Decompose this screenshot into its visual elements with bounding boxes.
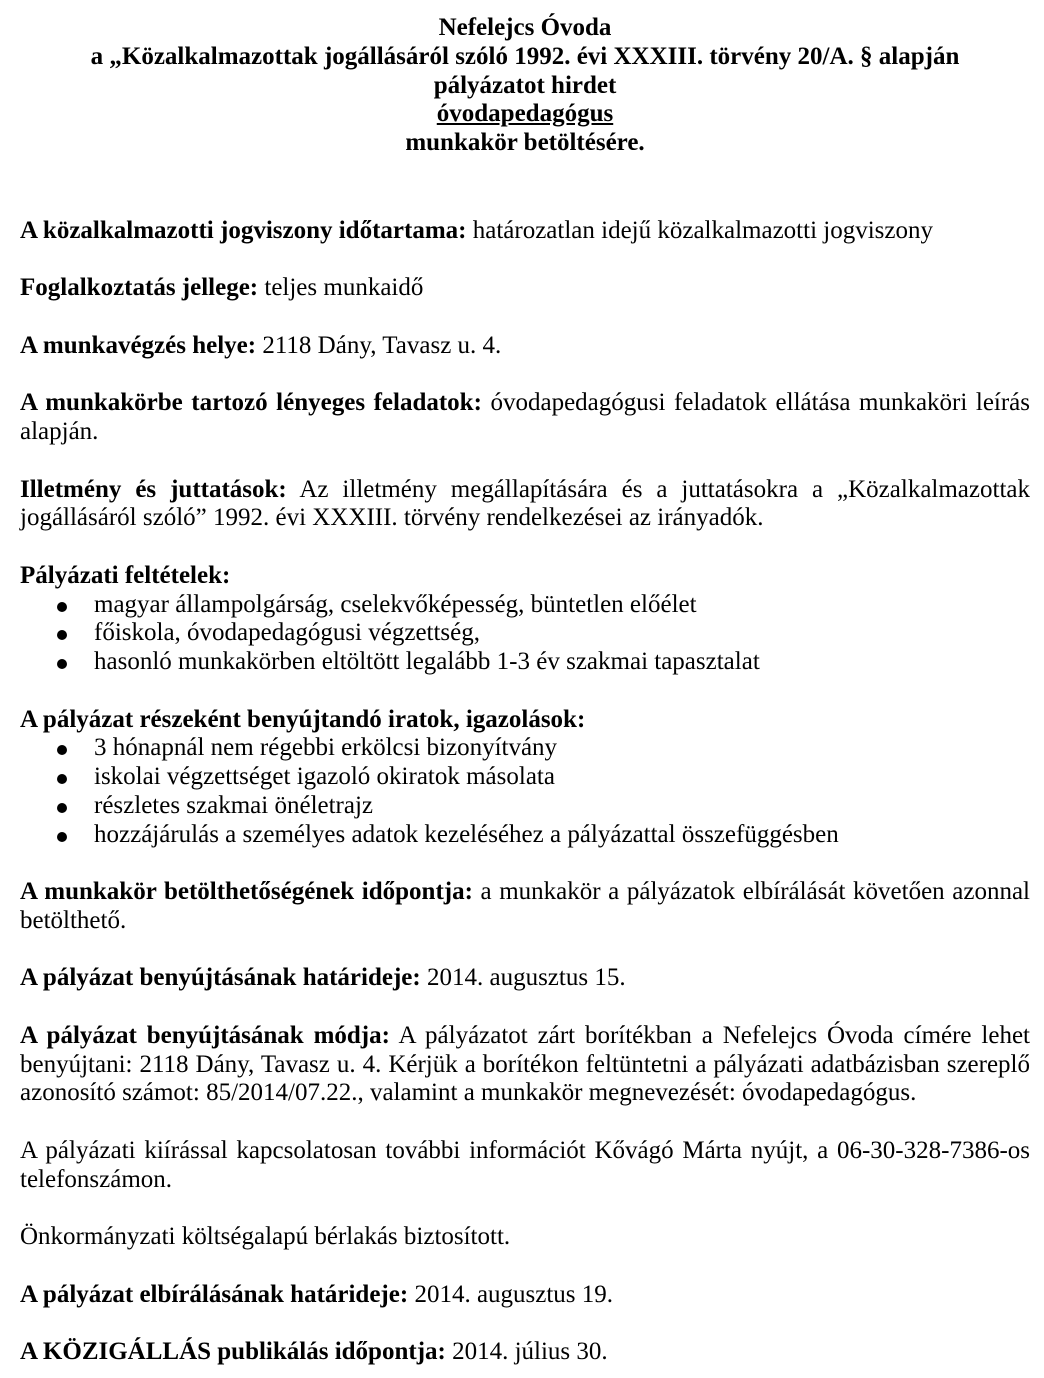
bullet-icon (57, 659, 67, 669)
salary-value: Az illetmény megállapítására és a juttatásokra a „Közalkalmazottak jogállásáról szóló” 1992. évi XXXIII. törvény rendelkezései az irányadók. (20, 475, 1030, 532)
submission-method-paragraph (20, 1022, 1030, 1108)
position-title-text: óvodapedagógus (436, 100, 614, 128)
list-item (20, 763, 1030, 792)
list-item-text: 3 hónapnál nem régebbi erkölcsi bizonyítvány (94, 734, 558, 762)
list-item (20, 591, 1030, 620)
workplace-value: 2118 Dány, Tavasz u. 4. (262, 331, 502, 359)
announcement-text: pályázatot hirdet (433, 71, 617, 99)
duration-value: határozatlan idejű közalkalmazotti jogviszony (472, 216, 933, 244)
announcement-purpose: munkakör betöltésére. (405, 129, 645, 156)
employment-type-paragraph (20, 274, 1030, 303)
bullet-icon (57, 630, 67, 640)
submission-deadline-value: 2014. augusztus 15. (426, 964, 626, 992)
duration-label: A közalkalmazotti jogviszony időtartama: (20, 216, 467, 244)
duties-value: óvodapedagógusi feladatok ellátása munkaköri leírás alapján. (20, 389, 1031, 445)
evaluation-deadline-value: 2014. augusztus 19. (414, 1280, 614, 1308)
list-item (20, 619, 1030, 648)
bullet-icon (57, 803, 67, 813)
start-date-label: A munkakör betölthetőségének időpontja: (20, 878, 473, 905)
submission-method-label: A pályázat benyújtásának módja: (20, 1021, 390, 1049)
list-item (20, 821, 1030, 850)
publication-date-paragraph (20, 1338, 1030, 1367)
bullet-icon (57, 602, 67, 612)
list-item (20, 734, 1030, 763)
workplace-paragraph (20, 332, 1030, 361)
position-title (20, 100, 1030, 129)
submission-deadline-label: A pályázat benyújtásának határideje: (20, 964, 421, 992)
duration-paragraph (20, 217, 1030, 246)
list-item-text: hozzájárulás a személyes adatok kezeléséhez a pályázattal összefüggésben (94, 820, 839, 848)
publication-date-value: 2014. július 30. (452, 1338, 608, 1365)
list-item-text: magyar állampolgárság, cselekvőképesség, büntetlen előélet (94, 590, 697, 618)
start-date-paragraph (20, 878, 1030, 936)
documents-heading: A pályázat részeként benyújtandó iratok, igazolások: (20, 705, 586, 733)
evaluation-deadline-label: A pályázat elbírálásának határideje: (20, 1280, 409, 1308)
employment-type-value: teljes munkaidő (264, 274, 424, 302)
list-item (20, 648, 1030, 677)
duties-label: A munkakörbe tartozó lényeges feladatok: (20, 389, 482, 417)
documents-list (20, 734, 1030, 849)
employment-type-label: Foglalkoztatás jellege: (20, 274, 259, 302)
list-item-text: részletes szakmai önéletrajz (94, 791, 374, 819)
document-header (20, 14, 1030, 158)
legal-basis: a „Közalkalmazottak jogállásáról szóló 1992. évi XXXIII. törvény 20/A. § alapján (90, 42, 960, 70)
bullet-icon (57, 774, 67, 784)
workplace-label: A munkavégzés helye: (20, 331, 257, 359)
evaluation-deadline-paragraph (20, 1281, 1030, 1310)
start-date-value: a munkakör a pályázatok elbírálását követően azonnal betölthető. (20, 878, 1030, 934)
publication-date-label: A KÖZIGÁLLÁS publikálás időpontja: (20, 1338, 446, 1365)
submission-method-value: A pályázatot zárt borítékban a Nefelejcs Óvoda címére lehet benyújtani: 2118 Dány, Tavasz u. 4. Kérjük a borítékon feltüntetni a pályázati adatbázisban szereplő azonosító számot: 85/2014/07.22., valamint a munkakör megnevezését: óvodapedagógus. (20, 1021, 1030, 1107)
submission-deadline-paragraph (20, 964, 1030, 993)
bullet-icon (57, 832, 67, 842)
institution-name: Nefelejcs Óvoda (438, 14, 612, 41)
salary-label: Illetmény és juttatások: (20, 475, 287, 503)
housing-paragraph: Önkormányzati költségalapú bérlakás biztosított. (20, 1223, 511, 1250)
list-item-text: iskolai végzettséget igazoló okiratok másolata (94, 763, 555, 790)
duties-paragraph (20, 389, 1030, 447)
contact-info-paragraph: A pályázati kiírással kapcsolatosan további információt Kővágó Márta nyújt, a 06-30-328-7386-os telefonszámon. (20, 1136, 1030, 1193)
list-item-text: főiskola, óvodapedagógusi végzettség, (94, 619, 481, 647)
list-item-text: hasonló munkakörben eltöltött legalább 1-3 év szakmai tapasztalat (94, 648, 760, 675)
list-item (20, 792, 1030, 821)
conditions-heading: Pályázati feltételek: (20, 561, 231, 589)
conditions-list (20, 591, 1030, 677)
bullet-icon (57, 745, 67, 755)
salary-paragraph (20, 476, 1030, 534)
